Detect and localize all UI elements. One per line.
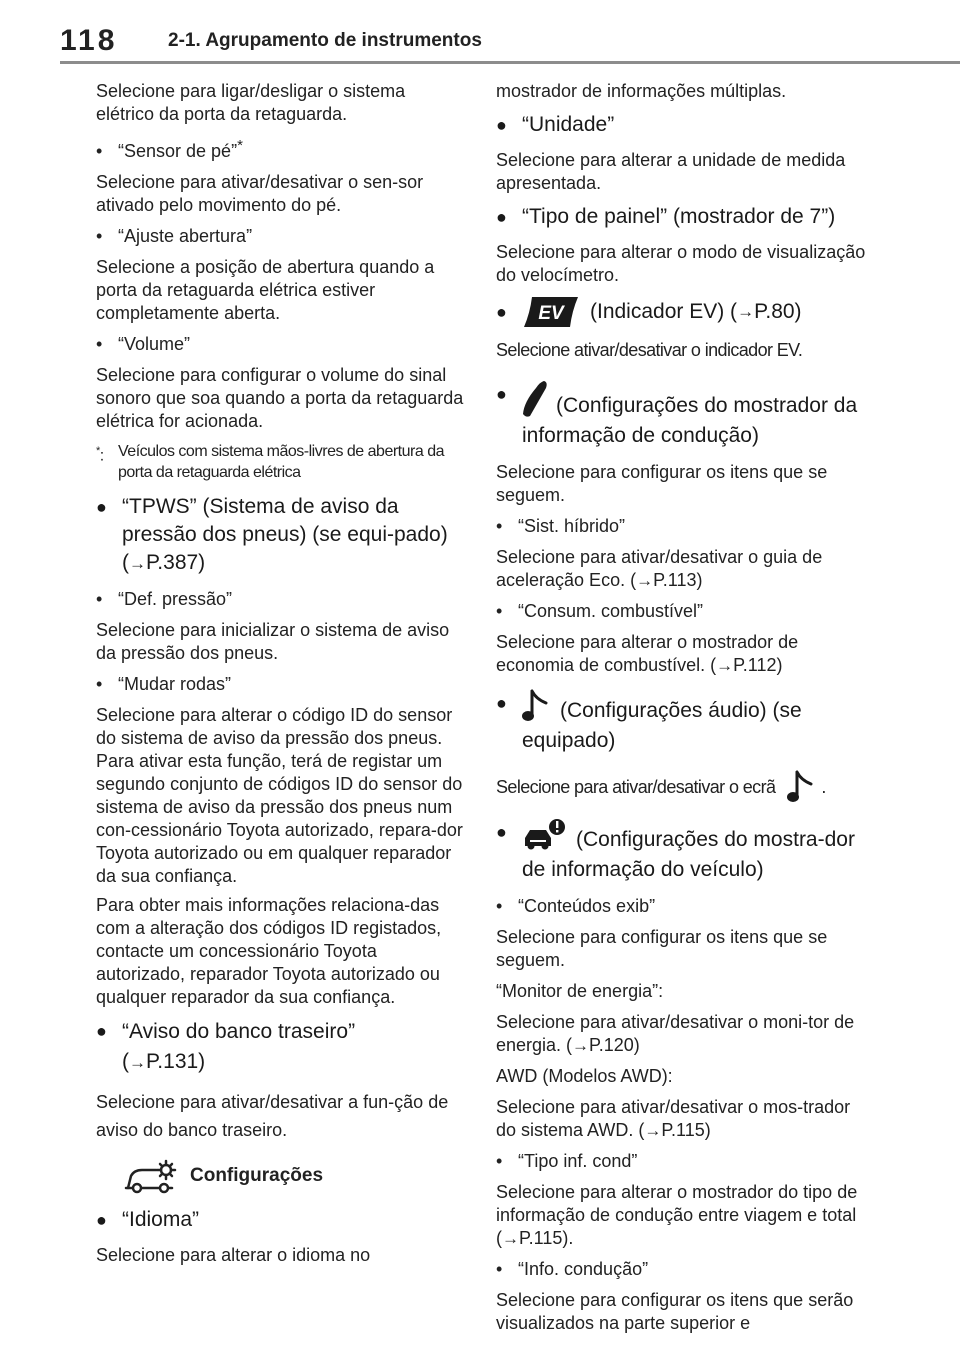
section-heading [96, 1206, 468, 1234]
section-heading [96, 1017, 468, 1078]
bullet-text: “Tipo inf. cond” [518, 1151, 638, 1171]
bullet-text: “Mudar rodas” [118, 674, 232, 694]
bullet-item: • “Tipo inf. cond” [496, 1151, 638, 1171]
paragraph: Selecione para inicializar o sistema de aviso da pressão dos pneus. [96, 620, 450, 663]
settings-car-icon [122, 1158, 180, 1194]
arrow-icon: → [636, 571, 654, 590]
heading-paren: ( [122, 1050, 129, 1073]
bullet-item: • “Def. pressão” [96, 589, 233, 609]
bullet-disc-icon: ● [496, 207, 507, 227]
paragraph-end: . [821, 776, 826, 797]
settings-heading [122, 1158, 468, 1194]
page-reference[interactable]: P.115) [661, 1120, 711, 1140]
page-reference[interactable]: P.120) [589, 1035, 640, 1055]
bullet-text: “Info. condução” [518, 1259, 649, 1279]
paragraph: Selecione para ativar/desativar a fun-ção de aviso do banco traseiro. [96, 1092, 449, 1140]
paragraph: Selecione a posição de abertura quando a porta da retaguarda elétrica estiver completamente aberta. [96, 257, 435, 323]
arrow-icon: → [572, 1036, 590, 1055]
paragraph: Selecione para configurar o volume do sinal sonoro que soa quando a porta da retaguarda elétrica for acionada. [96, 365, 464, 431]
paragraph: Para obter mais informações relaciona-das com a alteração dos códigos ID registados, contacte um concessionário Toyota autorizado, reparador Toyota autorizado ou qualquer reparador da sua confiança. [96, 895, 442, 1007]
paragraph: AWD (Modelos AWD): [496, 1066, 673, 1086]
bullet-disc-icon: ● [496, 822, 507, 842]
bullet-item: • “Mudar rodas” [96, 674, 232, 694]
heading-text: (Configurações do mostrador da informação de condução) [522, 394, 858, 447]
header-rule [60, 61, 960, 64]
bullet-item: • “Info. condução” [496, 1259, 649, 1279]
bullet-item: • “Consum. combustível” [496, 601, 704, 621]
paragraph: Selecione para configurar os itens que serão visualizados na parte superior e [496, 1290, 854, 1333]
paragraph: Selecione para configurar os itens que se seguem. [496, 462, 828, 505]
paragraph: Selecione para alterar o idioma no [96, 1245, 371, 1265]
bullet-item: • “Sist. híbrido” [496, 516, 626, 536]
section-heading [496, 380, 868, 451]
heading-text: (Configurações áudio) (se equipado) [522, 699, 802, 752]
paragraph-text: Selecione para ativar/desativar o mos-trador do sistema AWD. ( [496, 1097, 851, 1140]
bullet-disc-icon: ● [96, 1021, 107, 1041]
heading-text: “Idioma” [122, 1208, 200, 1231]
paragraph: Selecione ativar/desativar o indicador EV. [496, 340, 803, 360]
settings-label: Configurações [190, 1165, 324, 1186]
section-heading [496, 111, 868, 139]
section-heading [496, 295, 868, 329]
heading-text: “TPWS” (Sistema de aviso da pressão dos pneus) (se equi-pado) ( [122, 495, 448, 574]
drive-info-display-icon [522, 380, 548, 418]
paragraph [496, 770, 868, 804]
paragraph: Selecione para alterar a unidade de medida apresentada. [496, 150, 846, 193]
bullet-disc-icon: ● [496, 302, 507, 322]
paragraph [496, 631, 868, 677]
page-number: 118 [60, 24, 118, 57]
paragraph: Selecione para ativar/desativar o sen-sor ativado pelo movimento do pé. [96, 172, 424, 215]
ev-icon-label: EV [538, 303, 564, 324]
paragraph: Selecione para alterar o código ID do sensor do sistema de aviso da pressão dos pneus. Para ativar esta função, terá de registar um segundo conjunto de códigos ID do sensor do sistema de aviso da pressão dos pneus num con-cessionário Toyota autorizado, repara-dor Toyota autorizado ou em qualquer reparador da sua confiança. [96, 705, 463, 886]
paragraph-text: Selecione para alterar o mostrador do tipo de informação de condução entre viagem e total ( [496, 1182, 858, 1248]
page-reference[interactable]: P.80) [754, 300, 802, 323]
section-heading [496, 203, 868, 231]
bullet-text: “Consum. combustível” [518, 601, 704, 621]
bullet-text: “Conteúdos exib” [518, 896, 656, 916]
paragraph [496, 1181, 868, 1250]
bullet-text: “Sensor de pé” [118, 141, 238, 161]
arrow-icon: → [737, 302, 755, 321]
paragraph-text: Selecione para ativar/desativar o moni-tor de energia. ( [496, 1012, 855, 1055]
bullet-disc-icon: ● [96, 497, 107, 517]
paragraph-text: Selecione para ativar/desativar o ecrã [496, 776, 776, 797]
paragraph: “Monitor de energia”: [496, 981, 664, 1001]
bullet-text: “Sist. híbrido” [518, 516, 626, 536]
heading-text: “Aviso do banco traseiro” [122, 1020, 356, 1043]
bullet-disc-icon: ● [496, 115, 507, 135]
paragraph [496, 1011, 868, 1057]
bullet-item: • “Conteúdos exib” [496, 896, 656, 916]
bullet-text: “Ajuste abertura” [118, 226, 253, 246]
section-heading [96, 493, 468, 578]
heading-text: (Configurações do mostra-dor de informação do veículo) [522, 828, 855, 881]
page-reference[interactable]: P.131) [146, 1050, 206, 1073]
page-header [0, 0, 960, 62]
paragraph-text: Selecione para alterar o mostrador de economia de combustível. ( [496, 632, 799, 675]
footnote-text: Veículos com sistema mãos-livres de abertura da porta da retaguarda elétrica [118, 443, 444, 481]
heading-text: “Unidade” [522, 113, 615, 136]
heading-text: (Indicador EV) ( [590, 300, 738, 323]
section-heading [496, 818, 868, 885]
arrow-icon: → [644, 1121, 662, 1140]
bullet-text: “Volume” [118, 334, 191, 354]
bullet-item: • “Ajuste abertura” [96, 226, 253, 246]
bullet-item: • “Volume” [96, 334, 191, 354]
arrow-icon: → [716, 656, 734, 675]
section-heading [496, 689, 868, 756]
left-column [96, 80, 468, 1275]
page-reference[interactable]: P.387) [146, 551, 206, 574]
paragraph: Selecione para alterar o modo de visualização do velocímetro. [496, 242, 866, 285]
bullet-disc-icon: ● [496, 384, 507, 404]
paragraph [496, 546, 868, 592]
bullet-item: • “Sensor de pé”* [96, 137, 243, 161]
paragraph: mostrador de informações múltiplas. [496, 81, 787, 101]
footnote-mark: * [96, 445, 100, 457]
ev-indicator-icon [522, 295, 580, 329]
page-reference[interactable]: P.115). [519, 1228, 574, 1248]
right-column [496, 80, 868, 1343]
footnote-marker: * [237, 137, 243, 154]
chapter-title: 2-1. Agrupamento de instrumentos [168, 30, 482, 51]
footnote: *: Veículos com sistema mãos-livres de abertura da porta da retaguarda elétrica [96, 441, 468, 483]
paragraph: Selecione para configurar os itens que se seguem. [496, 927, 828, 970]
vehicle-info-icon [522, 818, 566, 852]
bullet-disc-icon: ● [496, 693, 507, 713]
arrow-icon: → [129, 554, 146, 573]
page-reference[interactable]: P.113) [653, 570, 703, 590]
arrow-icon: → [502, 1229, 519, 1248]
page-reference[interactable]: P.112) [733, 655, 783, 675]
paragraph-text: Selecione para ativar/desativar o guia de aceleração Eco. ( [496, 547, 823, 590]
paragraph: Selecione para ligar/desligar o sistema elétrico da porta da retaguarda. [96, 81, 406, 124]
music-note-icon [787, 770, 813, 804]
heading-text: “Tipo de painel” (mostrador de 7”) [522, 205, 836, 228]
music-note-icon [522, 689, 548, 723]
arrow-icon: → [129, 1053, 146, 1072]
bullet-disc-icon: ● [96, 1210, 107, 1230]
paragraph [496, 1096, 868, 1142]
bullet-text: “Def. pressão” [118, 589, 233, 609]
